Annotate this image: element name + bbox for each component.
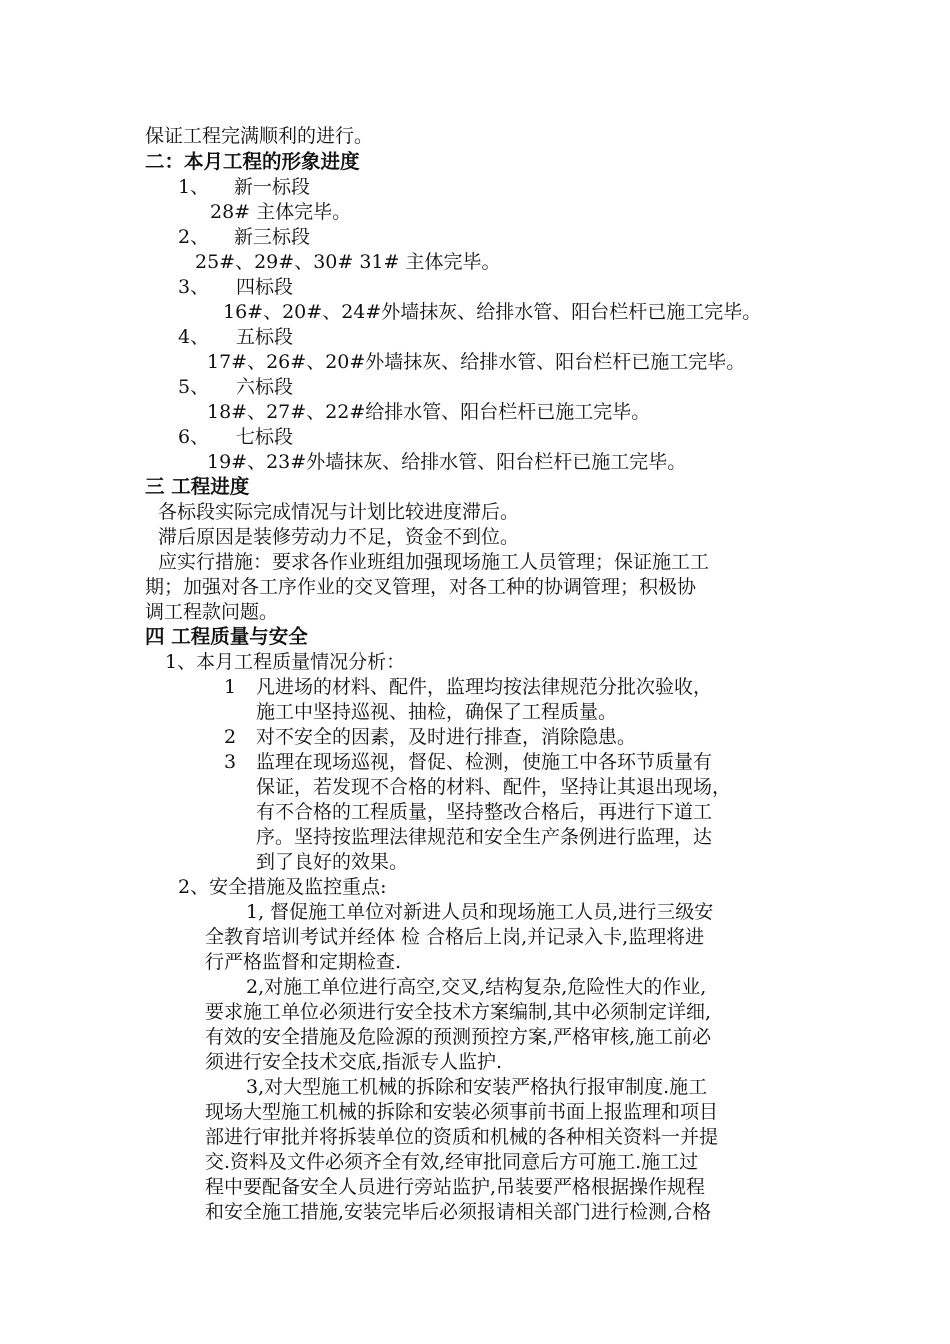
section-item-3 (178, 275, 293, 299)
safety-item-1-line-1: 1, 督促施工单位对新进人员和现场施工人员,进行三级安 (246, 901, 714, 923)
item-4-detail: 17#、26#、20#外墙抹灰、给排水管、阳台栏杆已施工完毕。 (207, 351, 746, 373)
item-name: 新三标段 (234, 226, 311, 248)
measures-line-2: 期；加强对各工序作业的交叉管理，对各工种的协调管理；积极协 (145, 576, 697, 598)
item-number: 5、 (178, 376, 210, 398)
section-4-heading: 四 工程质量与安全 (145, 625, 308, 648)
quality-item-3-cont-3: 序。坚持按监理法律规范和安全生产条例进行监理，达 (256, 826, 713, 848)
section-item-5 (178, 375, 293, 399)
section-item-1 (178, 175, 310, 199)
safety-item-2-line-4: 须进行安全技术交底,指派专人监护. (205, 1051, 503, 1073)
item-name: 六标段 (236, 376, 294, 398)
safety-item-2-line-3: 有效的安全措施及危险源的预测预控方案,严格审核,施工前必 (205, 1026, 712, 1048)
item-name: 四标段 (236, 276, 294, 298)
section-2-heading: 二：本月工程的形象进度 (145, 150, 360, 173)
quality-item-3 (224, 750, 712, 774)
intro-text: 保证工程完满顺利的进行。 (145, 125, 374, 147)
item-number: 3 (224, 751, 237, 773)
safety-item-3-line-5: 程中要配备安全人员进行旁站监护,吊装要严格根据操作规程 (205, 1176, 706, 1198)
safety-item-1-line-3: 行严格监督和定期检查. (205, 951, 402, 973)
safety-item-3-line-3: 部进行审批并将拆装单位的资质和机械的各种相关资料一并提 (205, 1126, 719, 1148)
item-text: 监理在现场巡视，督促、检测，使施工中各环节质量有 (256, 751, 713, 773)
item-number: 1 (224, 676, 237, 698)
item-3-detail: 16#、20#、24#外墙抹灰、给排水管、阳台栏杆已施工完毕。 (223, 301, 762, 323)
item-number: 4、 (178, 326, 210, 348)
quality-item-3-cont-4: 到了良好的效果。 (256, 851, 409, 873)
quality-item-1-cont: 施工中坚持巡视、抽检，确保了工程质量。 (256, 701, 618, 723)
section-item-4 (178, 325, 293, 349)
item-name: 五标段 (236, 326, 294, 348)
measures-line-3: 调工程款问题。 (145, 601, 279, 623)
quality-subheading: 1、本月工程质量情况分析： (165, 651, 406, 673)
progress-paragraph-1: 各标段实际完成情况与计划比较进度滞后。 (158, 501, 520, 523)
item-number: 2 (224, 726, 237, 748)
item-name: 七标段 (236, 426, 294, 448)
safety-item-2-line-2: 要求施工单位必须进行安全技术方案编制,其中必须制定详细, (205, 1001, 712, 1023)
item-number: 3、 (178, 276, 210, 298)
section-item-2 (178, 225, 310, 249)
item-number: 6、 (178, 426, 210, 448)
section-item-6 (178, 425, 293, 449)
quality-item-2 (224, 725, 636, 749)
item-name: 新一标段 (234, 176, 311, 198)
item-6-detail: 19#、23#外墙抹灰、给排水管、阳台栏杆已施工完毕。 (207, 451, 687, 473)
quality-item-3-cont-1: 保证，若发现不合格的材料、配件，坚持让其退出现场， (256, 776, 732, 798)
section-3-heading: 三 工程进度 (145, 475, 250, 498)
safety-item-1-line-2: 全教育培训考试并经体 检 合格后上岗,并记录入卡,监理将进 (205, 926, 705, 948)
item-1-detail: 28# 主体完毕。 (210, 201, 352, 223)
item-number: 2、 (178, 226, 210, 248)
item-text: 对不安全的因素，及时进行排查，消除隐患。 (256, 726, 637, 748)
progress-paragraph-2: 滞后原因是装修劳动力不足，资金不到位。 (158, 526, 520, 548)
item-5-detail: 18#、27#、22#给排水管、阳台栏杆已施工完毕。 (207, 401, 651, 423)
safety-item-2-line-1: 2,对施工单位进行高空,交叉,结构复杂,危险性大的作业, (246, 976, 707, 998)
safety-subheading: 2、安全措施及监控重点: (178, 876, 387, 898)
item-2-detail: 25#、29#、30# 31# 主体完毕。 (195, 251, 501, 273)
quality-item-1 (224, 675, 712, 699)
measures-line-1: 应实行措施：要求各作业班组加强现场施工人员管理；保证施工工 (158, 551, 710, 573)
safety-item-3-line-1: 3,对大型施工机械的拆除和安装严格执行报审制度.施工 (246, 1076, 708, 1098)
item-number: 1、 (178, 176, 210, 198)
safety-item-3-line-2: 现场大型施工机械的拆除和安装必须事前书面上报监理和项目 (205, 1101, 719, 1123)
safety-item-3-line-4: 交.资料及文件必须齐全有效,经审批同意后方可施工.施工过 (205, 1151, 699, 1173)
safety-item-3-line-6: 和安全施工措施,安装完毕后必须报请相关部门进行检测,合格 (205, 1201, 712, 1223)
quality-item-3-cont-2: 有不合格的工程质量，坚持整改合格后，再进行下道工 (256, 801, 713, 823)
item-text: 凡进场的材料、配件，监理均按法律规范分批次验收， (256, 676, 713, 698)
